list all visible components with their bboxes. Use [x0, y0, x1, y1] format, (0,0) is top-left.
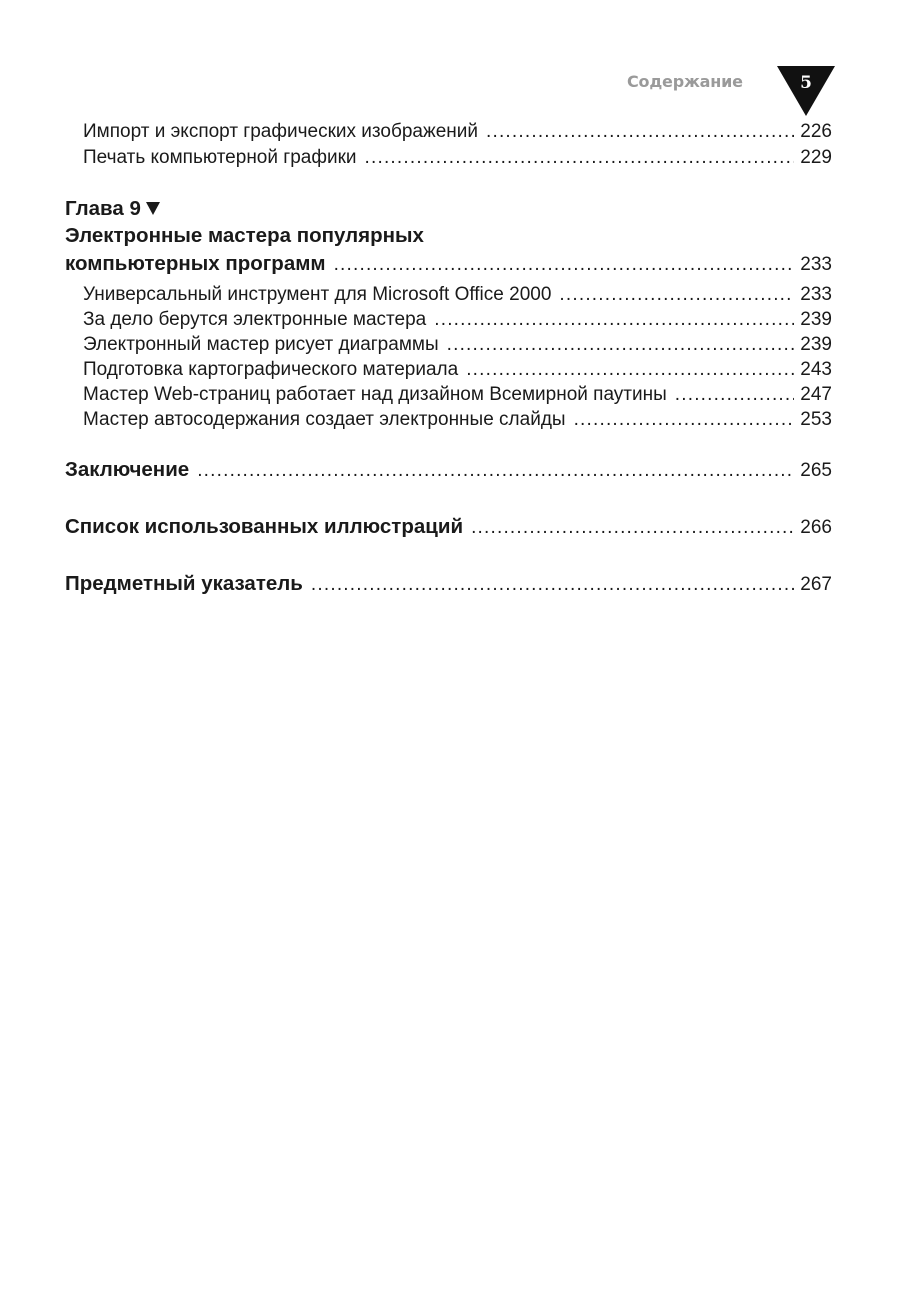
dot-leader: [466, 359, 794, 381]
dot-leader: [675, 384, 795, 406]
toc-entry-page: 239: [800, 334, 832, 355]
toc-major-title: Предметный указатель: [65, 572, 303, 595]
toc-major-page: 266: [800, 517, 832, 538]
toc-entry-page: 247: [800, 384, 832, 405]
toc-entry-page: 253: [800, 409, 832, 430]
dot-leader: [434, 309, 794, 331]
chapter-page: 233: [800, 254, 832, 275]
dot-leader: [486, 121, 794, 143]
running-head-title: Содержание: [627, 72, 743, 91]
toc-entry-title: Импорт и экспорт графических изображений: [83, 121, 478, 142]
dot-leader: [334, 254, 795, 276]
triangle-down-icon: [146, 202, 160, 215]
chapter-label: [65, 197, 160, 221]
toc-entry: [83, 121, 832, 143]
toc-illustrations: [65, 515, 832, 539]
toc-entry: [83, 409, 832, 431]
dot-leader: [197, 460, 794, 482]
chapter-title-line2: [65, 252, 832, 276]
toc-major-title: Заключение: [65, 458, 190, 481]
dot-leader: [447, 334, 795, 356]
page-number: 5: [800, 73, 812, 93]
toc-major-page: 265: [800, 460, 832, 481]
toc-entry-title: Мастер автосодержания создает электронные слайды: [83, 409, 566, 430]
toc-entry-page: 229: [800, 147, 832, 168]
toc-major-title: Список использованных иллюстраций: [65, 515, 464, 538]
toc-entry-title: Мастер Web-страниц работает над дизайном Всемирной паутины: [83, 384, 667, 405]
chapter-label-text: Глава 9: [65, 197, 141, 220]
toc-index: [65, 572, 832, 596]
page-number-badge: [777, 66, 835, 116]
chapter-title-text: компьютерных программ: [65, 252, 326, 275]
dot-leader: [574, 409, 795, 431]
toc-entry-title: Подготовка картографического материала: [83, 359, 459, 380]
toc-entry-page: 226: [800, 121, 832, 142]
toc-entry-title: Универсальный инструмент для Microsoft Office 2000: [83, 284, 552, 305]
dot-leader: [471, 517, 794, 539]
toc-entry: [83, 384, 832, 406]
toc-conclusion: [65, 458, 832, 482]
dot-leader: [365, 147, 795, 169]
toc-entry: [83, 147, 832, 169]
toc-entry: [83, 284, 832, 306]
dot-leader: [559, 284, 794, 306]
toc-entry-page: 233: [800, 284, 832, 305]
toc-entry-page: 243: [800, 359, 832, 380]
chapter-title-line1: Электронные мастера популярных: [65, 224, 424, 247]
toc-entry-page: 239: [800, 309, 832, 330]
dot-leader: [311, 574, 794, 596]
toc-entry: [83, 309, 832, 331]
toc-major-page: 267: [800, 574, 832, 595]
toc-entry: [83, 359, 832, 381]
toc-entry: [83, 334, 832, 356]
toc-entry-title: Печать компьютерной графики: [83, 147, 357, 168]
toc-entry-title: Электронный мастер рисует диаграммы: [83, 334, 439, 355]
toc-entry-title: За дело берутся электронные мастера: [83, 309, 427, 330]
